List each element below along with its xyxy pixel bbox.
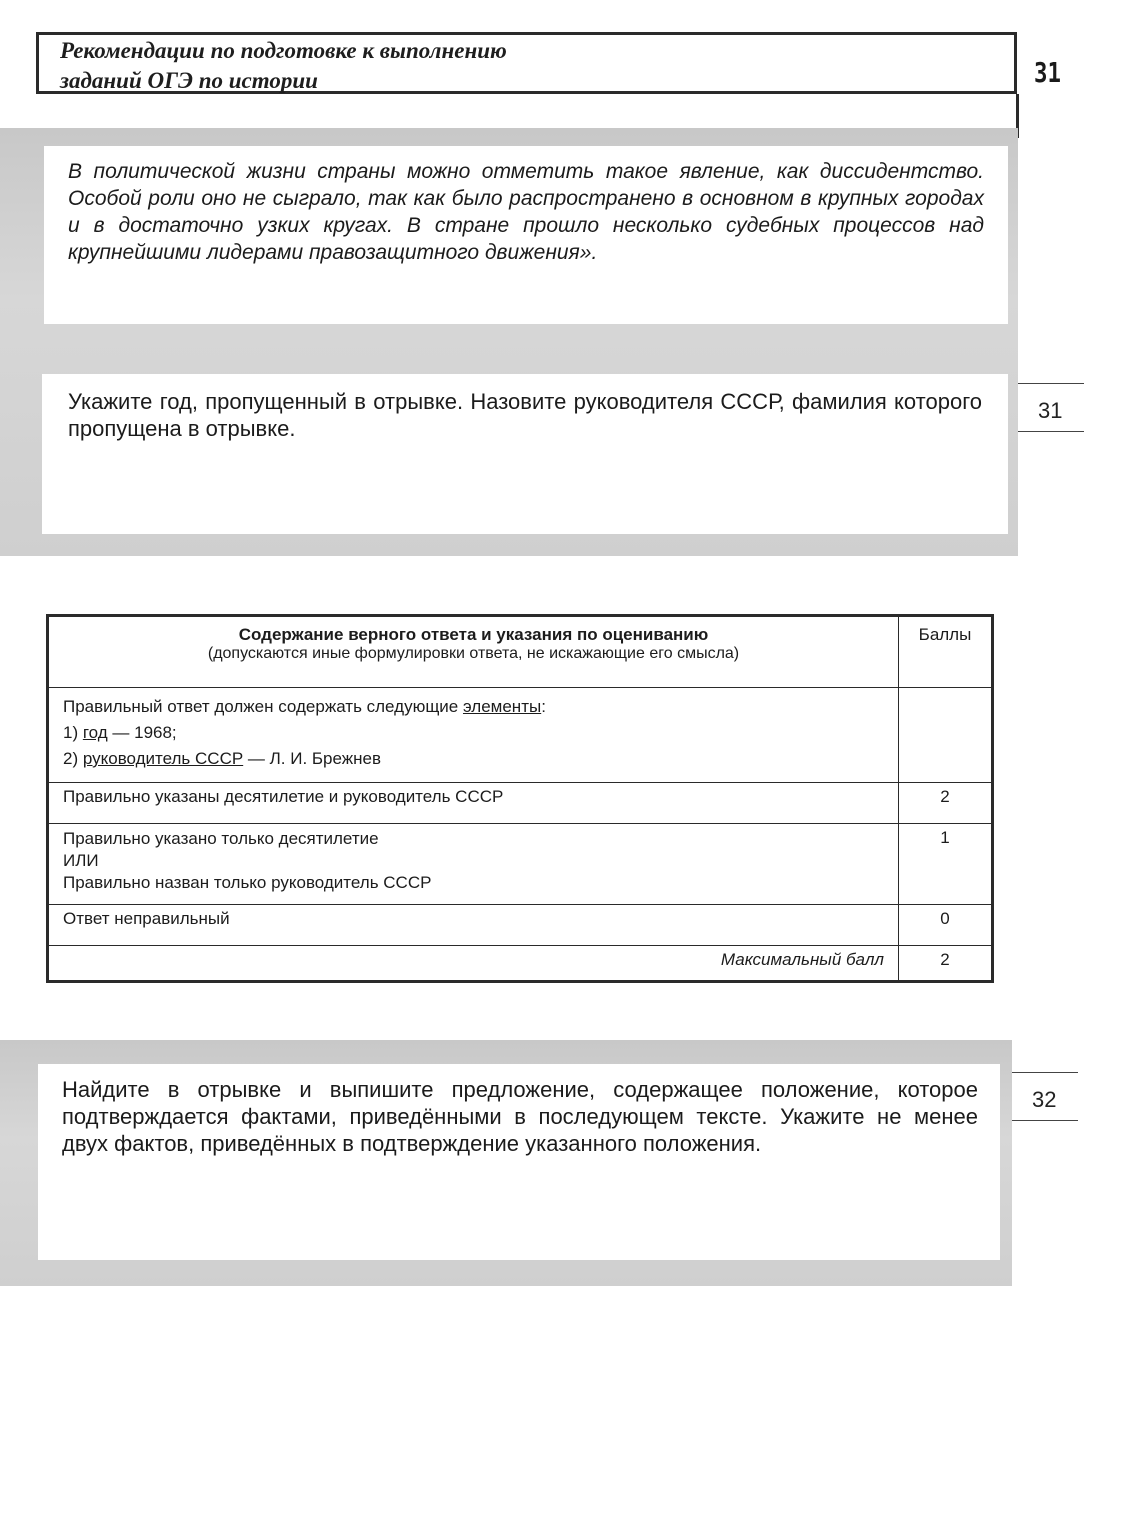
header-title	[60, 36, 760, 96]
answer-intro-suffix: :	[541, 697, 546, 716]
grading-header-sub: (допускаются иные формулировки ответа, не искажающие его смысла)	[207, 645, 740, 662]
grading-score: 2	[899, 783, 993, 824]
grading-table-header	[48, 616, 993, 688]
grading-answer-row	[48, 688, 993, 783]
answer-intro	[63, 694, 884, 720]
header-title-line-1: Рекомендации по подготовке к выполнению	[60, 38, 507, 63]
answer-item-2	[63, 746, 884, 772]
grading-row	[48, 783, 993, 824]
answer-item-1-term: год	[82, 723, 108, 742]
answer-intro-underlined: элементы	[462, 697, 542, 716]
grading-score: 1	[899, 824, 993, 905]
grading-max-score: 2	[899, 946, 993, 982]
page-number: 31	[1034, 56, 1061, 89]
answer-intro-prefix: Правильный ответ должен содержать следующие	[63, 697, 463, 716]
grading-max-row	[48, 946, 993, 982]
task-32-rule-bottom	[1012, 1120, 1078, 1121]
answer-item-2-term: руководитель СССР	[82, 749, 244, 768]
answer-item-1	[63, 720, 884, 746]
answer-item-2-value: — Л. И. Брежнев	[243, 749, 382, 768]
passage-text: В политической жизни страны можно отметить такое явление, как диссидентство. Особой роли оно не сыграло, так как было распространено в основном в крупных городах и в достаточно узких кругах. В стране прошло несколько судебных процессов над крупнейшими лидерами правозащитного движения».	[68, 160, 984, 264]
grading-score: 0	[899, 905, 993, 946]
grading-answer-cell	[48, 688, 899, 783]
grading-max-label: Максимальный балл	[48, 946, 899, 982]
grading-header-score: Баллы	[899, 616, 993, 688]
grading-criterion-line: Правильно назван только руководитель СССР	[63, 873, 432, 892]
answer-item-1-num: 1)	[63, 723, 83, 742]
grading-row	[48, 824, 993, 905]
grading-criterion-line: Правильно указано только десятилетие	[63, 829, 379, 848]
task-31-question: Укажите год, пропущенный в отрывке. Назовите руководителя СССР, фамилия которого пропущена в отрывке.	[68, 389, 982, 441]
grading-criterion: Ответ неправильный	[48, 905, 899, 946]
task-32-number: 32	[1032, 1087, 1057, 1112]
grading-criterion: Правильно указаны десятилетие и руководитель СССР	[48, 783, 899, 824]
grading-header-content	[48, 616, 899, 688]
header-title-line-2: заданий ОГЭ по истории	[60, 68, 318, 93]
answer-item-2-num: 2)	[63, 749, 83, 768]
grading-table	[46, 614, 994, 983]
task-31-number: 31	[1038, 398, 1063, 423]
grading-criterion-line: ИЛИ	[63, 851, 99, 870]
task-32-rule-top	[1012, 1072, 1078, 1073]
grading-criterion	[48, 824, 899, 905]
grading-answer-score-cell	[899, 688, 993, 783]
grading-row	[48, 905, 993, 946]
task-31-rule-top	[1018, 383, 1084, 384]
grading-header-main: Содержание верного ответа и указания по оцениванию	[238, 625, 709, 644]
task-31-rule-bottom	[1018, 431, 1084, 432]
task-32-question: Найдите в отрывке и выпишите предложение, содержащее положение, которое подтверждается фактами, приведёнными в последующем тексте. Укажите не менее двух фактов, приведённых в подтверждение указанного положения.	[62, 1077, 978, 1156]
answer-item-1-value: — 1968;	[107, 723, 177, 742]
